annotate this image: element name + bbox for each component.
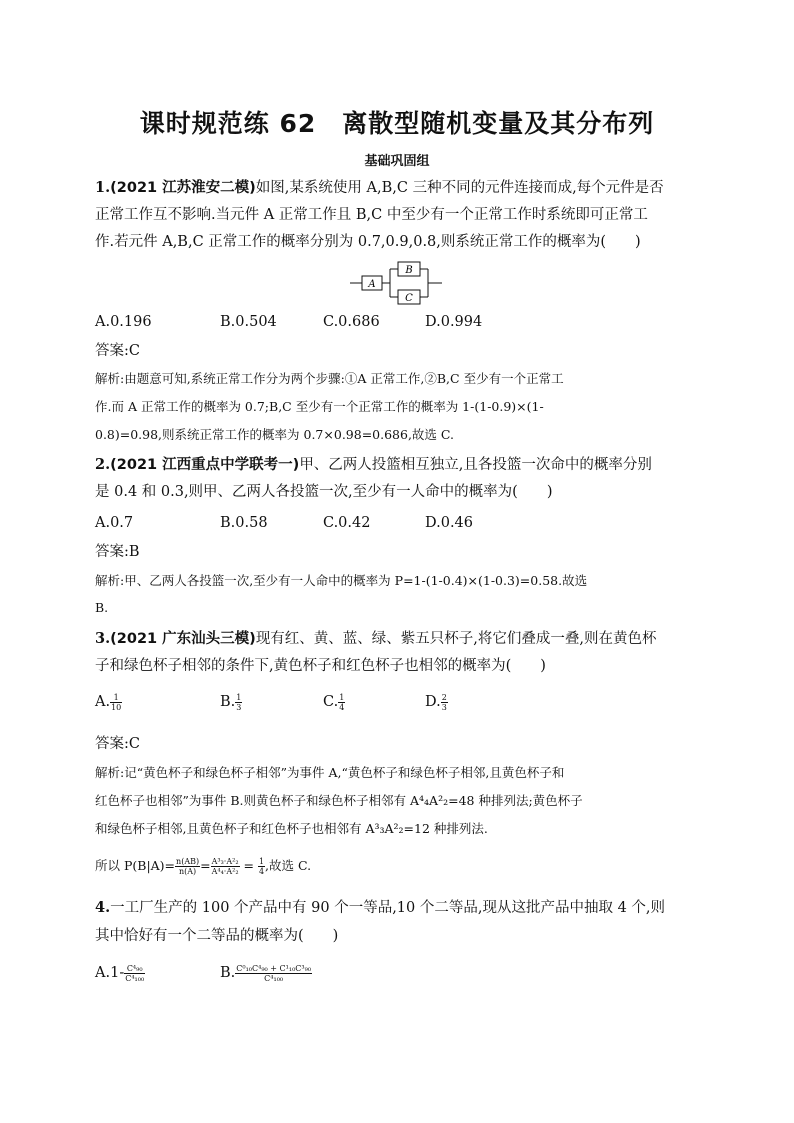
q3-option-a-fraction <box>110 693 122 712</box>
q1-option-b: B.0.504 <box>220 314 277 330</box>
fraction-denominator: 10 <box>111 702 122 712</box>
q3-option-a <box>95 692 122 712</box>
q2-option-b: B.0.58 <box>220 515 268 531</box>
q1-number: 1. <box>95 179 111 196</box>
q3-number: 3. <box>95 630 111 647</box>
q4-option-a-term: 1- <box>110 965 125 981</box>
q4-option-b-prefix: B. <box>220 965 236 981</box>
fraction-denominator: C⁴₁₀₀ <box>125 973 145 983</box>
q4-text-1: 一工厂生产的 100 个产品中有 90 个一等品,10 个二等品,现从这批产品中抽取 4 个,则 <box>110 900 666 916</box>
fraction-numerator: A³₃·A²₂ <box>211 857 239 866</box>
q4-option-a-fraction <box>124 964 145 983</box>
q1-text-1: 如图,某系统使用 A,B,C 三种不同的元件连接而成,每个元件是否 <box>255 180 664 196</box>
fraction-numerator: 1 <box>258 857 265 866</box>
q4-number: 4. <box>95 899 111 916</box>
solution-text: 所以 P(B|A)= <box>95 858 176 873</box>
q2-option-a: A.0.7 <box>95 515 134 531</box>
q2-text-1: 甲、乙两人投篮相互独立,且各投篮一次命中的概率分别 <box>299 457 652 473</box>
q3-option-b-prefix: B. <box>220 694 236 710</box>
q1-solution-2: 作.而 A 正常工作的概率为 0.7;B,C 至少有一个正常工作的概率为 1-(1-0.9)×(1- <box>95 399 544 414</box>
q4-line-1 <box>95 898 665 918</box>
q2-line-1 <box>95 455 652 475</box>
q3-option-b <box>220 692 242 712</box>
q1-solution-1: 解析:由题意可知,系统正常工作分为两个步骤:①A 正常工作,②B,C 至少有一个正常工 <box>95 371 564 386</box>
fraction-denominator: 4 <box>339 702 345 712</box>
q4-option-a-prefix: A. <box>95 965 111 981</box>
fraction-denominator: 3 <box>236 702 242 712</box>
component-c-label: C <box>405 293 413 304</box>
fraction-numerator: C⁴₉₀ <box>124 964 145 974</box>
q3-text-1: 现有红、黄、蓝、绿、紫五只杯子,将它们叠成一叠,则在黄色杯 <box>255 631 657 647</box>
circuit-diagram <box>348 258 446 308</box>
q2-number: 2. <box>95 456 111 473</box>
component-b-label: B <box>405 265 413 276</box>
q2-option-c: C.0.42 <box>323 515 371 531</box>
q1-source: (2021 江苏淮安二模) <box>110 180 256 196</box>
fraction-numerator: 1 <box>236 692 242 702</box>
solution-text: ,故选 C. <box>265 858 312 873</box>
q3-solution-2: 红色杯子也相邻”为事件 B.则黄色杯子和绿色杯子相邻有 A⁴₄A²₂=48 种排列法;黄色杯子 <box>95 793 583 808</box>
q3-line-1 <box>95 629 657 649</box>
q3-option-c-prefix: C. <box>323 694 339 710</box>
q1-line-1 <box>95 178 664 198</box>
equals-sign: = <box>239 858 258 873</box>
q3-option-b-fraction <box>235 693 242 712</box>
q2-answer: 答案:B <box>95 544 140 560</box>
q3-option-d-fraction <box>441 693 448 712</box>
fraction-numerator: C⁰₁₀C⁴₉₀ + C¹₁₀C³₉₀ <box>236 963 312 973</box>
q1-solution-3: 0.8)=0.98,则系统正常工作的概率为 0.7×0.98=0.686,故选 C. <box>95 427 454 442</box>
q1-line-3: 作.若元件 A,B,C 正常工作的概率分别为 0.7,0.9,0.8,则系统正常工作的概率为( ) <box>95 234 641 250</box>
q1-option-a: A.0.196 <box>95 314 152 330</box>
q3-option-a-prefix: A. <box>95 694 111 710</box>
fraction-numerator: n(AB) <box>176 857 200 866</box>
fraction-numerator: 1 <box>339 692 345 702</box>
q3-solution-1: 解析:记“黄色杯子和绿色杯子相邻”为事件 A,“黄色杯子和绿色杯子相邻,且黄色杯子和 <box>95 765 565 780</box>
q1-option-d: D.0.994 <box>425 314 483 330</box>
q3-solution-4 <box>95 856 311 876</box>
q3-option-d <box>425 692 448 712</box>
equals-sign: = <box>200 858 211 873</box>
q3-answer: 答案:C <box>95 736 140 752</box>
fraction-denominator: 3 <box>441 702 447 712</box>
q3-line-2: 子和绿色杯子相邻的条件下,黄色杯子和红色杯子也相邻的概率为( ) <box>95 658 546 674</box>
q1-line-2: 正常工作互不影响.当元件 A 正常工作且 B,C 中至少有一个正常工作时系统即可正常工 <box>95 207 648 223</box>
q2-source: (2021 江西重点中学联考一) <box>110 457 300 473</box>
q2-option-d: D.0.46 <box>425 515 474 531</box>
section-heading: 基础巩固组 <box>364 154 430 169</box>
fraction-numerator: 1 <box>110 693 122 703</box>
fraction-denominator: n(A) <box>178 867 197 876</box>
q4-option-b <box>220 963 312 983</box>
q4-option-a <box>95 963 145 983</box>
fraction-denominator: 4 <box>258 867 265 876</box>
fraction-denominator: A⁴₄·A²₂ <box>211 867 239 876</box>
fraction-numerator: 2 <box>441 692 447 702</box>
formula-fraction-2 <box>211 857 240 876</box>
component-a-label: A <box>368 279 376 290</box>
q2-line-2: 是 0.4 和 0.3,则甲、乙两人各投篮一次,至少有一人命中的概率为( ) <box>95 484 553 500</box>
q1-option-c: C.0.686 <box>323 314 380 330</box>
q3-option-d-prefix: D. <box>425 694 441 710</box>
q1-answer: 答案:C <box>95 343 140 359</box>
q3-option-c-fraction <box>338 693 345 712</box>
formula-fraction-1 <box>175 857 200 876</box>
q4-option-b-fraction <box>235 964 312 983</box>
q3-option-c <box>323 692 345 712</box>
fraction-denominator: C⁴₁₀₀ <box>264 973 284 983</box>
q2-solution-2: B. <box>95 600 109 615</box>
formula-fraction-3 <box>258 857 265 876</box>
q3-solution-3: 和绿色杯子相邻,且黄色杯子和红色杯子也相邻有 A³₃A²₂=12 种排列法. <box>95 821 488 836</box>
q3-source: (2021 广东汕头三模) <box>110 631 256 647</box>
q2-solution-1: 解析:甲、乙两人各投篮一次,至少有一人命中的概率为 P=1-(1-0.4)×(1-0.3)=0.58.故选 <box>95 573 588 588</box>
q4-line-2: 其中恰好有一个二等品的概率为( ) <box>95 928 339 944</box>
page-title: 课时规范练 62 离散型随机变量及其分布列 <box>139 109 655 138</box>
